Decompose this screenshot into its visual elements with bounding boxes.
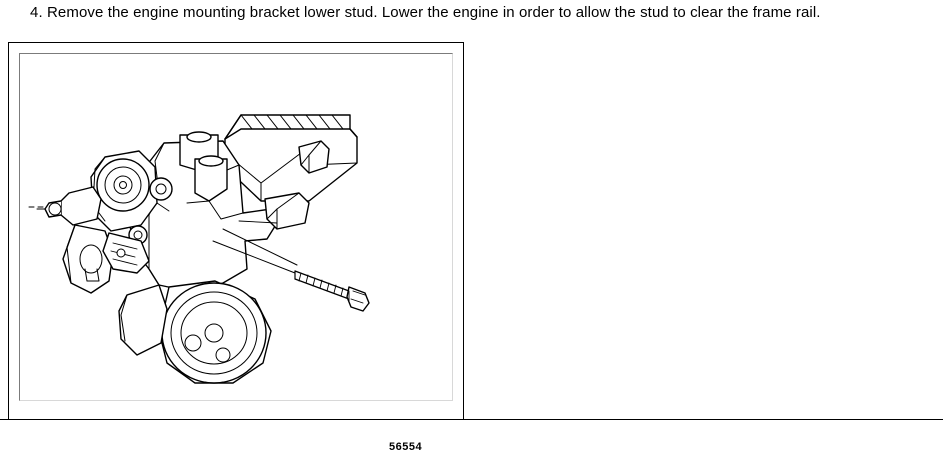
step-instruction-text: 4. Remove the engine mounting bracket lower stud. Lower the engine in order to allow the stud to clear the frame rail. [30, 4, 821, 21]
figure-frame [8, 42, 464, 453]
engine-diagram-illustration [9, 43, 465, 421]
bottom-divider [0, 419, 943, 420]
figure-code-label: 56554 [389, 441, 423, 453]
